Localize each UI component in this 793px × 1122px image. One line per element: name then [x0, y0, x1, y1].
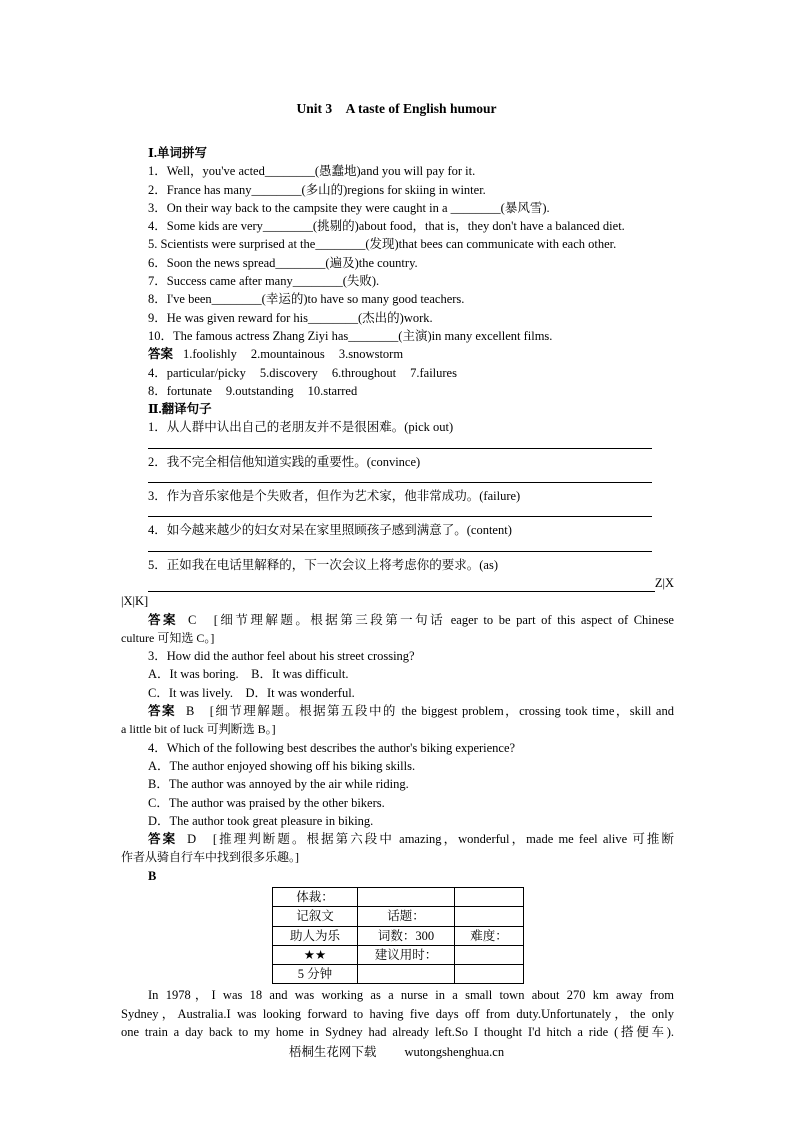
stray-text: |X|K] [121, 594, 149, 609]
answer4-line2: 作者从骑自行车中找到很多乐趣。] [121, 850, 299, 865]
s2-item-2: 2．我不完全相信他知道实践的重要性。(convince) [148, 454, 421, 469]
s2-last-line [121, 574, 674, 592]
table-cell: 5 分钟 [273, 965, 358, 984]
passage-line-2: Sydney，Australia.I was looking forward to having five days off from duty.Unfortunately，the only [121, 1006, 674, 1021]
answer-label: 答案 [148, 704, 176, 719]
answer-blank-line [148, 471, 652, 483]
answer-item: 6.throughout [331, 365, 397, 380]
q4-option-b: B．The author was annoyed by the air while riding. [148, 777, 409, 792]
s1-item-6: 6．Soon the news spread________(遍及)the country. [148, 255, 418, 270]
table-cell: ★★ [273, 945, 358, 964]
answer4-line1 [121, 830, 674, 848]
s1-item-3: 3．On their way back to the campsite they were caught in a ________(暴风雪). [148, 200, 550, 215]
line-suffix: Z|X [654, 575, 674, 590]
s1-answers-line2 [121, 364, 674, 382]
answer-item: 8．fortunate [148, 383, 212, 398]
answer-blank-line [148, 578, 655, 592]
s1-item-5: 5. Scientists were surprised at the________(发现)that bees can communicate with each other. [148, 237, 617, 252]
answer-item: 9.outstanding [225, 383, 294, 398]
q4-option-a: A．The author enjoyed showing off his biking skills. [148, 758, 416, 773]
section1-heading: Ⅰ.单词拼写 [148, 146, 207, 160]
table-cell [455, 945, 524, 964]
footer-url[interactable]: wutongshenghua.cn [404, 1045, 505, 1059]
section2-heading: Ⅱ.翻译句子 [148, 402, 212, 417]
q4-option-d: D．The author took great pleasure in biking. [148, 813, 374, 828]
table-cell: 难度： [455, 926, 524, 945]
s1-item-4: 4．Some kids are very________(挑剔的)about food，that is，they don't have a balanced diet. [148, 219, 625, 234]
q4-option-c: C．The author was praised by the other bikers. [148, 795, 385, 810]
table-row [273, 965, 524, 984]
page-footer [0, 1042, 793, 1060]
s2-item-5: 5．正如我在电话里解释的，下一次会议上将考虑你的要求。(as) [148, 557, 498, 572]
q3-options-1: A．It was boring. B．It was difficult. [148, 667, 349, 682]
answer2-line1 [121, 611, 674, 629]
s1-item-9: 9．He was given reward for his________(杰出的)work. [148, 310, 433, 325]
answer2-line2: culture 可知选 C。] [121, 630, 215, 645]
s1-answers-line3 [121, 382, 674, 400]
answer-item: 10.starred [307, 383, 358, 398]
table-cell: 记叙文 [273, 907, 358, 926]
answer-blank-line [148, 437, 652, 449]
s2-item-1: 1．从人群中认出自己的老朋友并不是很困难。(pick out) [148, 420, 454, 435]
table-cell: 建议用时： [358, 945, 455, 964]
s1-item-2: 2．France has many________(多山的)regions for skiing in winter. [148, 182, 486, 197]
passage-info-table [272, 887, 524, 984]
table-cell [455, 965, 524, 984]
passage-line-3: one train a day back to my home in Sydney had already left.So I thought I'd hitch a ride (搭便车). [121, 1025, 674, 1040]
answer-item: 1.foolishly [183, 347, 237, 362]
table-cell: 话题： [358, 907, 455, 926]
table-row [273, 926, 524, 945]
answer-label: 答案 [148, 612, 178, 627]
answer-label: 答案 [148, 832, 178, 847]
s1-item-7: 7．Success came after many________(失败). [148, 274, 380, 289]
table-row [273, 945, 524, 964]
s1-item-1: 1．Well，you've acted________(愚蠢地)and you will pay for it. [148, 164, 476, 179]
answer-label: 答案 [148, 347, 174, 362]
question-4: 4．Which of the following best describes the author's biking experience? [148, 740, 516, 755]
table-cell: 词数：300 [358, 926, 455, 945]
table-cell [358, 965, 455, 984]
table-cell [455, 887, 524, 906]
q3-options-2: C．It was lively. D．It was wonderful. [148, 685, 355, 700]
question-3: 3．How did the author feel about his street crossing? [148, 649, 415, 664]
answer-item: 7.failures [410, 365, 457, 380]
table-cell: 体裁： [273, 887, 358, 906]
table-row [273, 907, 524, 926]
table-row [273, 887, 524, 906]
table-cell [455, 907, 524, 926]
footer-site-name: 梧桐生花网下载 [288, 1045, 377, 1059]
answer-blank-line [148, 505, 652, 517]
s1-answers-line1 [121, 345, 674, 363]
answer4-text: D [推理判断题。根据第六段中 amazing，wonderful，made me feel alive 可推断 [187, 832, 674, 847]
answer2-text: C [细节理解题。根据第三段第一句话 eager to be part of this aspect of Chinese [187, 612, 674, 627]
table-cell [358, 887, 455, 906]
answer-item: 5.discovery [259, 365, 318, 380]
s1-item-10: 10．The famous actress Zhang Ziyi has________(主演)in many excellent films. [148, 328, 553, 343]
answer3-line1 [121, 702, 674, 720]
s2-item-4: 4．如今越来越少的妇女对呆在家里照顾孩子感到满意了。(content) [148, 523, 512, 538]
passage-line-1: In 1978，I was 18 and was working as a nurse in a small town about 270 km away from [148, 988, 674, 1003]
s2-item-3: 3．作为音乐家他是个失败者，但作为艺术家，他非常成功。(failure) [148, 489, 521, 504]
answer-item: 2.mountainous [250, 347, 325, 362]
passage-b-label: B [148, 868, 157, 883]
answer-blank-line [148, 540, 652, 552]
table-cell: 助人为乐 [273, 926, 358, 945]
answer-item: 3.snowstorm [338, 347, 404, 362]
answer-item: 4．particular/picky [148, 365, 246, 380]
document-body [121, 144, 674, 1041]
page-title: Unit 3 A taste of English humour [296, 101, 497, 116]
answer3-line2: a little bit of luck 可判断选 B。] [121, 722, 276, 737]
answer3-text: B [细节理解题。根据第五段中的 the biggest problem，crossing took time，skill and [185, 704, 674, 719]
s1-item-8: 8．I've been________(幸运的)to have so many good teachers. [148, 292, 465, 307]
